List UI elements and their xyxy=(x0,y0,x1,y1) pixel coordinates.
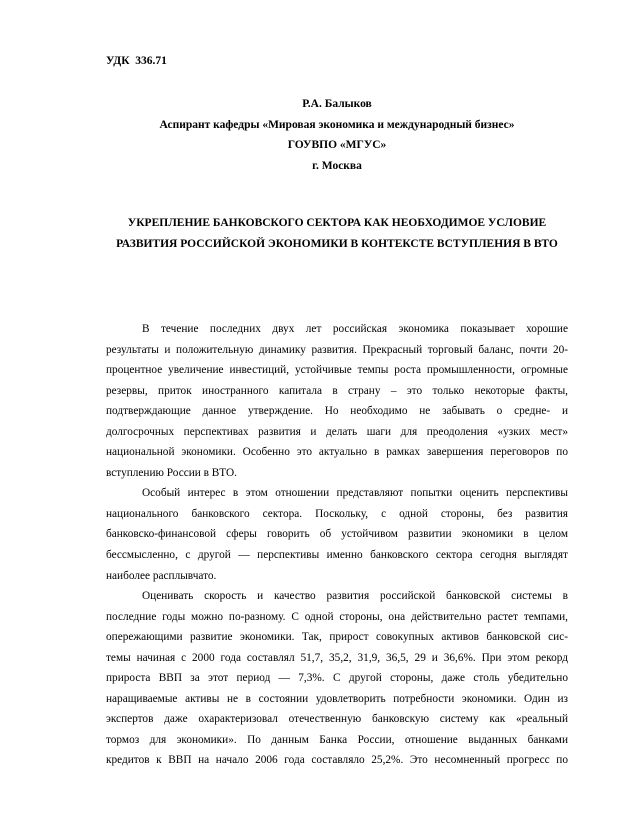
paragraph-line: тормоз для экономики». По данным Банка России, отношение выданных банками xyxy=(106,733,568,746)
paragraph-line: последние годы можно по-разному. С одной стороны, она действительно растет темпами, xyxy=(106,610,568,623)
paper-title xyxy=(106,213,568,254)
paragraph-line: наиболее расплывчато. xyxy=(106,569,217,582)
author-block xyxy=(106,94,568,176)
paragraph-line: результаты и положительную динамику развития. Прекрасный торговый баланс, почти 20- xyxy=(106,343,568,356)
paragraph-line: долгосрочных перспективах развития и делать шаги для преодоления «узких мест» xyxy=(106,425,568,438)
body-text xyxy=(106,319,568,771)
paragraph-line: банковско-финансовой сферы говорить об устойчивом развитии экономики в целом xyxy=(106,528,568,541)
author-city: г. Москва xyxy=(312,159,362,172)
paragraph-line: опережающими развитие экономики. Так, прирост совокупных активов банковской сис- xyxy=(106,631,568,644)
author-affiliation: Аспирант кафедры «Мировая экономика и международный бизнес» xyxy=(159,118,515,131)
paragraph-line: национальной экономики. Особенно это актуально в рамках завершения переговоров по xyxy=(106,446,568,459)
paragraph-line: кредитов к ВВП на начало 2006 года составляло 25,2%. Это несомненный прогресс по xyxy=(106,754,568,767)
udk-code: УДК 336.71 xyxy=(106,55,167,67)
paragraph-line: наращиваемые активы не в состоянии удовлетворить потребности экономики. Один из xyxy=(106,692,568,705)
paragraph-line: бессмысленно, с другой — перспективы именно банковского сектора сегодня выглядят xyxy=(106,549,568,562)
paragraph-line: прироста ВВП за этот период — 7,3%. С другой стороны, даже столь убедительно xyxy=(106,672,568,685)
paragraph-line: национального банковского сектора. Поскольку, с одной стороны, без развития xyxy=(106,507,568,520)
author-institution: ГОУВПО «МГУС» xyxy=(287,139,387,151)
paragraph-line: В течение последних двух лет российская экономика показывает хорошие xyxy=(142,323,568,335)
paragraph-line: процентное увеличение инвестиций, устойчивые темпы роста промышленности, огромные xyxy=(106,364,568,377)
title-line: УКРЕПЛЕНИЕ БАНКОВСКОГО СЕКТОРА КАК НЕОБХОДИМОЕ УСЛОВИЕ xyxy=(127,217,547,229)
paragraph-line: экспертов даже охарактеризовал отечественную банковскую систему как «реальный xyxy=(106,713,568,726)
paragraph-line: подтверждающие данное утверждение. Но необходимо не забывать о средне- и xyxy=(106,405,568,418)
paragraph-line: темы начиная с 2000 года составлял 51,7, 35,2, 31,9, 36,5, 29 и 36,6%. При этом рекорд xyxy=(106,651,568,664)
paragraph-line: Оценивать скорость и качество развития российской банковской системы в xyxy=(142,590,568,603)
title-line: РАЗВИТИЯ РОССИЙСКОЙ ЭКОНОМИКИ В КОНТЕКСТЕ ВСТУПЛЕНИЯ В ВТО xyxy=(116,237,558,250)
paragraph-line: резервы, приток иностранного капитала в страну – это только некоторые факты, xyxy=(106,384,568,397)
paragraph-line: вступлению России в ВТО. xyxy=(106,466,237,479)
paragraph-line: Особый интерес в этом отношении представляют попытки оценить перспективы xyxy=(142,487,568,500)
author-name: Р.А. Балыков xyxy=(302,98,372,110)
